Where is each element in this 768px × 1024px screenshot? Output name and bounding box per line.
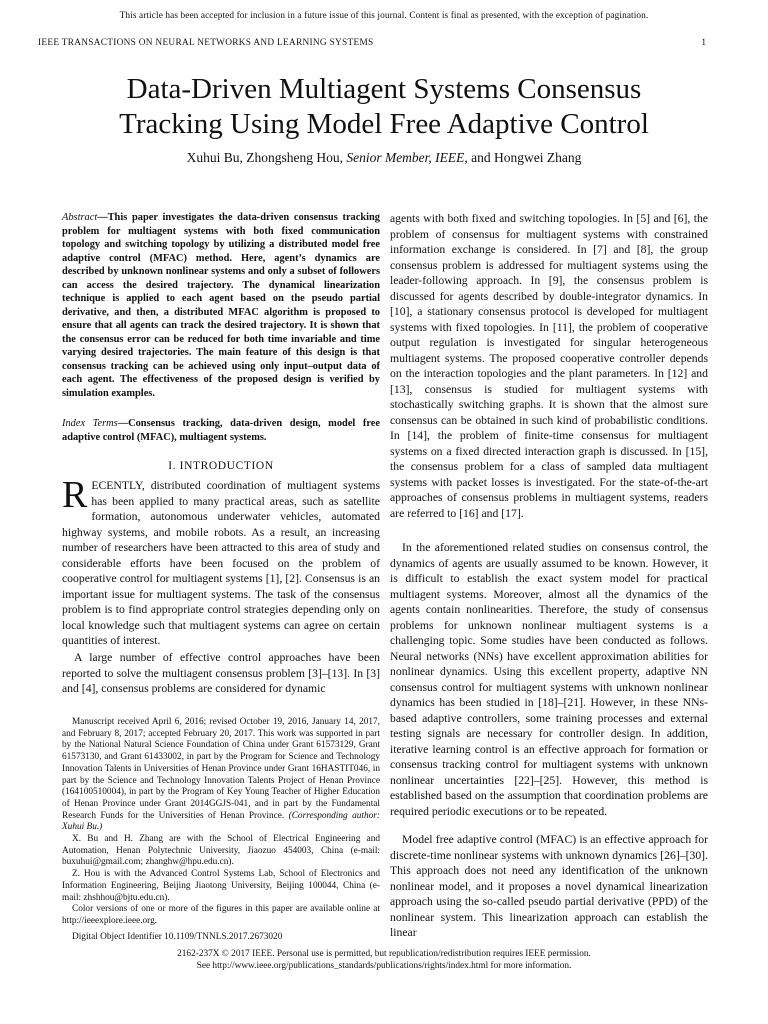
page-number: 1 (701, 38, 706, 48)
index-terms (62, 417, 380, 444)
footnote-manuscript-text: Manuscript received April 6, 2016; revised October 19, 2016, January 14, 2017, and February 8, 2017; accepted February 20, 2017. This work was supported in part by the National Natural Science Foundation of China under Grant 61573129, Grant 61573130, and Grant 61433002, in part by the Program for Science and Technology Innovation Talents in Universities of Henan Province under Grant 16HASTIT046, in part by the Science and Technology Innovation Talents Project of Henan Province (164100510004), in part by the Program of Key Young Teacher of Higher Education of Henan Province under Grant 2014GGJS-041, and in part by the Fundamental Research Funds for the Universities of Henan Province. (62, 717, 380, 821)
right-paragraph-1: agents with both fixed and switching topologies. In [5] and [6], the problem of consensus for multiagent systems with constrained information exchange is considered. In [7] and [8], the group consensus problem is addressed for multiagent systems using the leader-following approach. In [9], the consensus problem is discussed for agents described by double-integrator dynamics. In [10], a stationary consensus protocol is developed for multiagent systems with fixed topologies. In [11], the problem of cooperative output regulation is investigated for singular heterogeneous multiagent systems. The proposed cooperative controller depends on the interaction topologies and the plant parameters. In [12] and [13], consensus is studied for multiagent systems with stochastically switching graphs. It is shown that the almost sure consensus can be obtained in such kind of probabilistic conditions. In [14], the problem of finite-time consensus for multiagent systems on a fixed directed interaction graph is discussed. In [15], the consensus problem for a class of sampled data multiagent systems with packet losses is investigated. For the state-of-the-art approaches of consensus problems in multiagent systems, readers are referred to [16] and [17]. (390, 212, 708, 520)
corresponding-author: (Corresponding author: Xuhui Bu.) (62, 810, 380, 833)
title-line-2: Tracking Using Model Free Adaptive Control (119, 108, 649, 140)
footnotes (62, 717, 380, 943)
abstract-text: —This paper investigates the data-driven consensus tracking problem for multiagent systems with both fixed communication topology and switching topology by utilizing a distributed model free adaptive control (MFAC) method. Here, agent’s dynamics are described by unknown nonlinear systems and only a subset of followers can access the desired trajectory. The dynamical linearization technique is applied to each agent based on the pseudo partial derivative, and then, a distributed MFAC algorithm is proposed to ensure that all agents can track the desired trajectory. It is shown that the consensus error can be reduced for both time invariable and time varying desired trajectories. The main feature of this design is that consensus tracking can be achieved using only input–output data of each agent. The effectiveness of the proposed design is verified by simulation examples. (62, 212, 380, 399)
right-paragraph-2: In the aforementioned related studies on consensus control, the dynamics of agents are usually assumed to be known. However, it is difficult to establish the exact system model for practical multiagent systems. Moreover, almost all the dynamics of the agents contain nonlinearities. Therefore, the study of consensus problems for unknown nonlinear multiagent systems is a challenging topic. Some studies have been conducted as follows. Neural networks (NNs) have excellent approximation abilities for nonlinear dynamics. Using this excellent property, adaptive NN consensus control for multiagent systems with unknown nonlinear dynamics has been studied in [18]–[21]. However, in these NNs-based adaptive controllers, some training processes and external testing signals are necessary for controller design. In addition, iterative learning control is an effective approach for formation or consensus tracking control for multiagent systems with unknown nonlinear uncertainties [22]–[25]. However, this method is established based on the assumption that coordination problems are required periodic executions or to be repeated. (390, 541, 708, 818)
footnote-color-versions: Color versions of one or more of the figures in this paper are available online at http://ieeexplore.ieee.org. (62, 904, 380, 926)
footnote-affiliation-2: Z. Hou is with the Advanced Control Systems Lab, School of Electronics and Information Engineering, Beijing Jiaotong University, Beijing 100044, China (e-mail: zhshhou@bjtu.edu.cn). (62, 869, 380, 903)
author-role: Senior Member, IEEE, (346, 150, 468, 165)
title-line-1: Data-Driven Multiagent Systems Consensus (126, 73, 642, 105)
intro-paragraph-1-text: ECENTLY, distributed coordination of multiagent systems has been applied to many practical areas, such as satellite formation, autonomous underwater vehicles, automated highway systems, and mobile robots. As a result, an increasing number of researchers have been attracted to this area of study and considerable efforts have been focused on the problem of cooperative control for multiagent systems [1], [2]. Consensus is an important issue for multiagent systems. The task of the consensus problem is to find appropriate control strategies depending only on local knowledge such that multiagent systems can agree on certain quantities of interest. (62, 479, 380, 647)
footnote-doi: Digital Object Identifier 10.1109/TNNLS.2017.2673020 (72, 931, 283, 942)
abstract-label: Abstract (62, 212, 98, 223)
right-paragraph-3: Model free adaptive control (MFAC) is an effective approach for discrete-time nonlinear systems with unknown dynamics [26]–[30]. This approach does not need any identification of the unknown nonlinear model, and it proposes a novel dynamical linearization approach using the so-called pseudo partial derivative (PPD) of the nonlinear system. This linearization approach can establish the linear (390, 833, 708, 939)
authors-names-end: and Hongwei Zhang (467, 150, 582, 165)
index-terms-label: Index Terms (62, 418, 118, 429)
copyright-line-1: 2162-237X © 2017 IEEE. Personal use is permitted, but republication/redistribution requires IEEE permission. (177, 949, 591, 959)
author-list (0, 150, 768, 166)
section-heading-introduction: I. INTRODUCTION (168, 460, 274, 472)
footnote-manuscript (62, 717, 380, 834)
authors-names: Xuhui Bu, Zhongsheng Hou, (186, 150, 347, 165)
footnote-affiliation-1: X. Bu and H. Zhang are with the School of Electrical Engineering and Automation, Henan Polytechnic University, Jiaozuo 454003, China (e-mail: buxuhui@gmail.com; zhanghw@hpu.edu.cn). (62, 834, 380, 868)
copyright-line-2: See http://www.ieee.org/publications_standards/publications/rights/index.html for more information. (196, 961, 572, 971)
index-terms-text: —Consensus tracking, data-driven design, model free adaptive control (MFAC), multiagent systems. (62, 418, 381, 443)
journal-name: IEEE TRANSACTIONS ON NEURAL NETWORKS AND LEARNING SYSTEMS (38, 38, 374, 48)
abstract (62, 211, 380, 400)
acceptance-notice: This article has been accepted for inclusion in a future issue of this journal. Content is final as presented, with the exception of pagination. (119, 11, 649, 21)
copyright-footer (0, 948, 768, 972)
drop-cap: R (62, 474, 88, 516)
intro-paragraph-1 (62, 474, 380, 649)
paper-title (0, 72, 768, 142)
intro-paragraph-2: A large number of effective control approaches have been reported to solve the multiagent consensus problem [3]–[13]. In [3] and [4], consensus problems are considered for dynamic (62, 651, 380, 695)
